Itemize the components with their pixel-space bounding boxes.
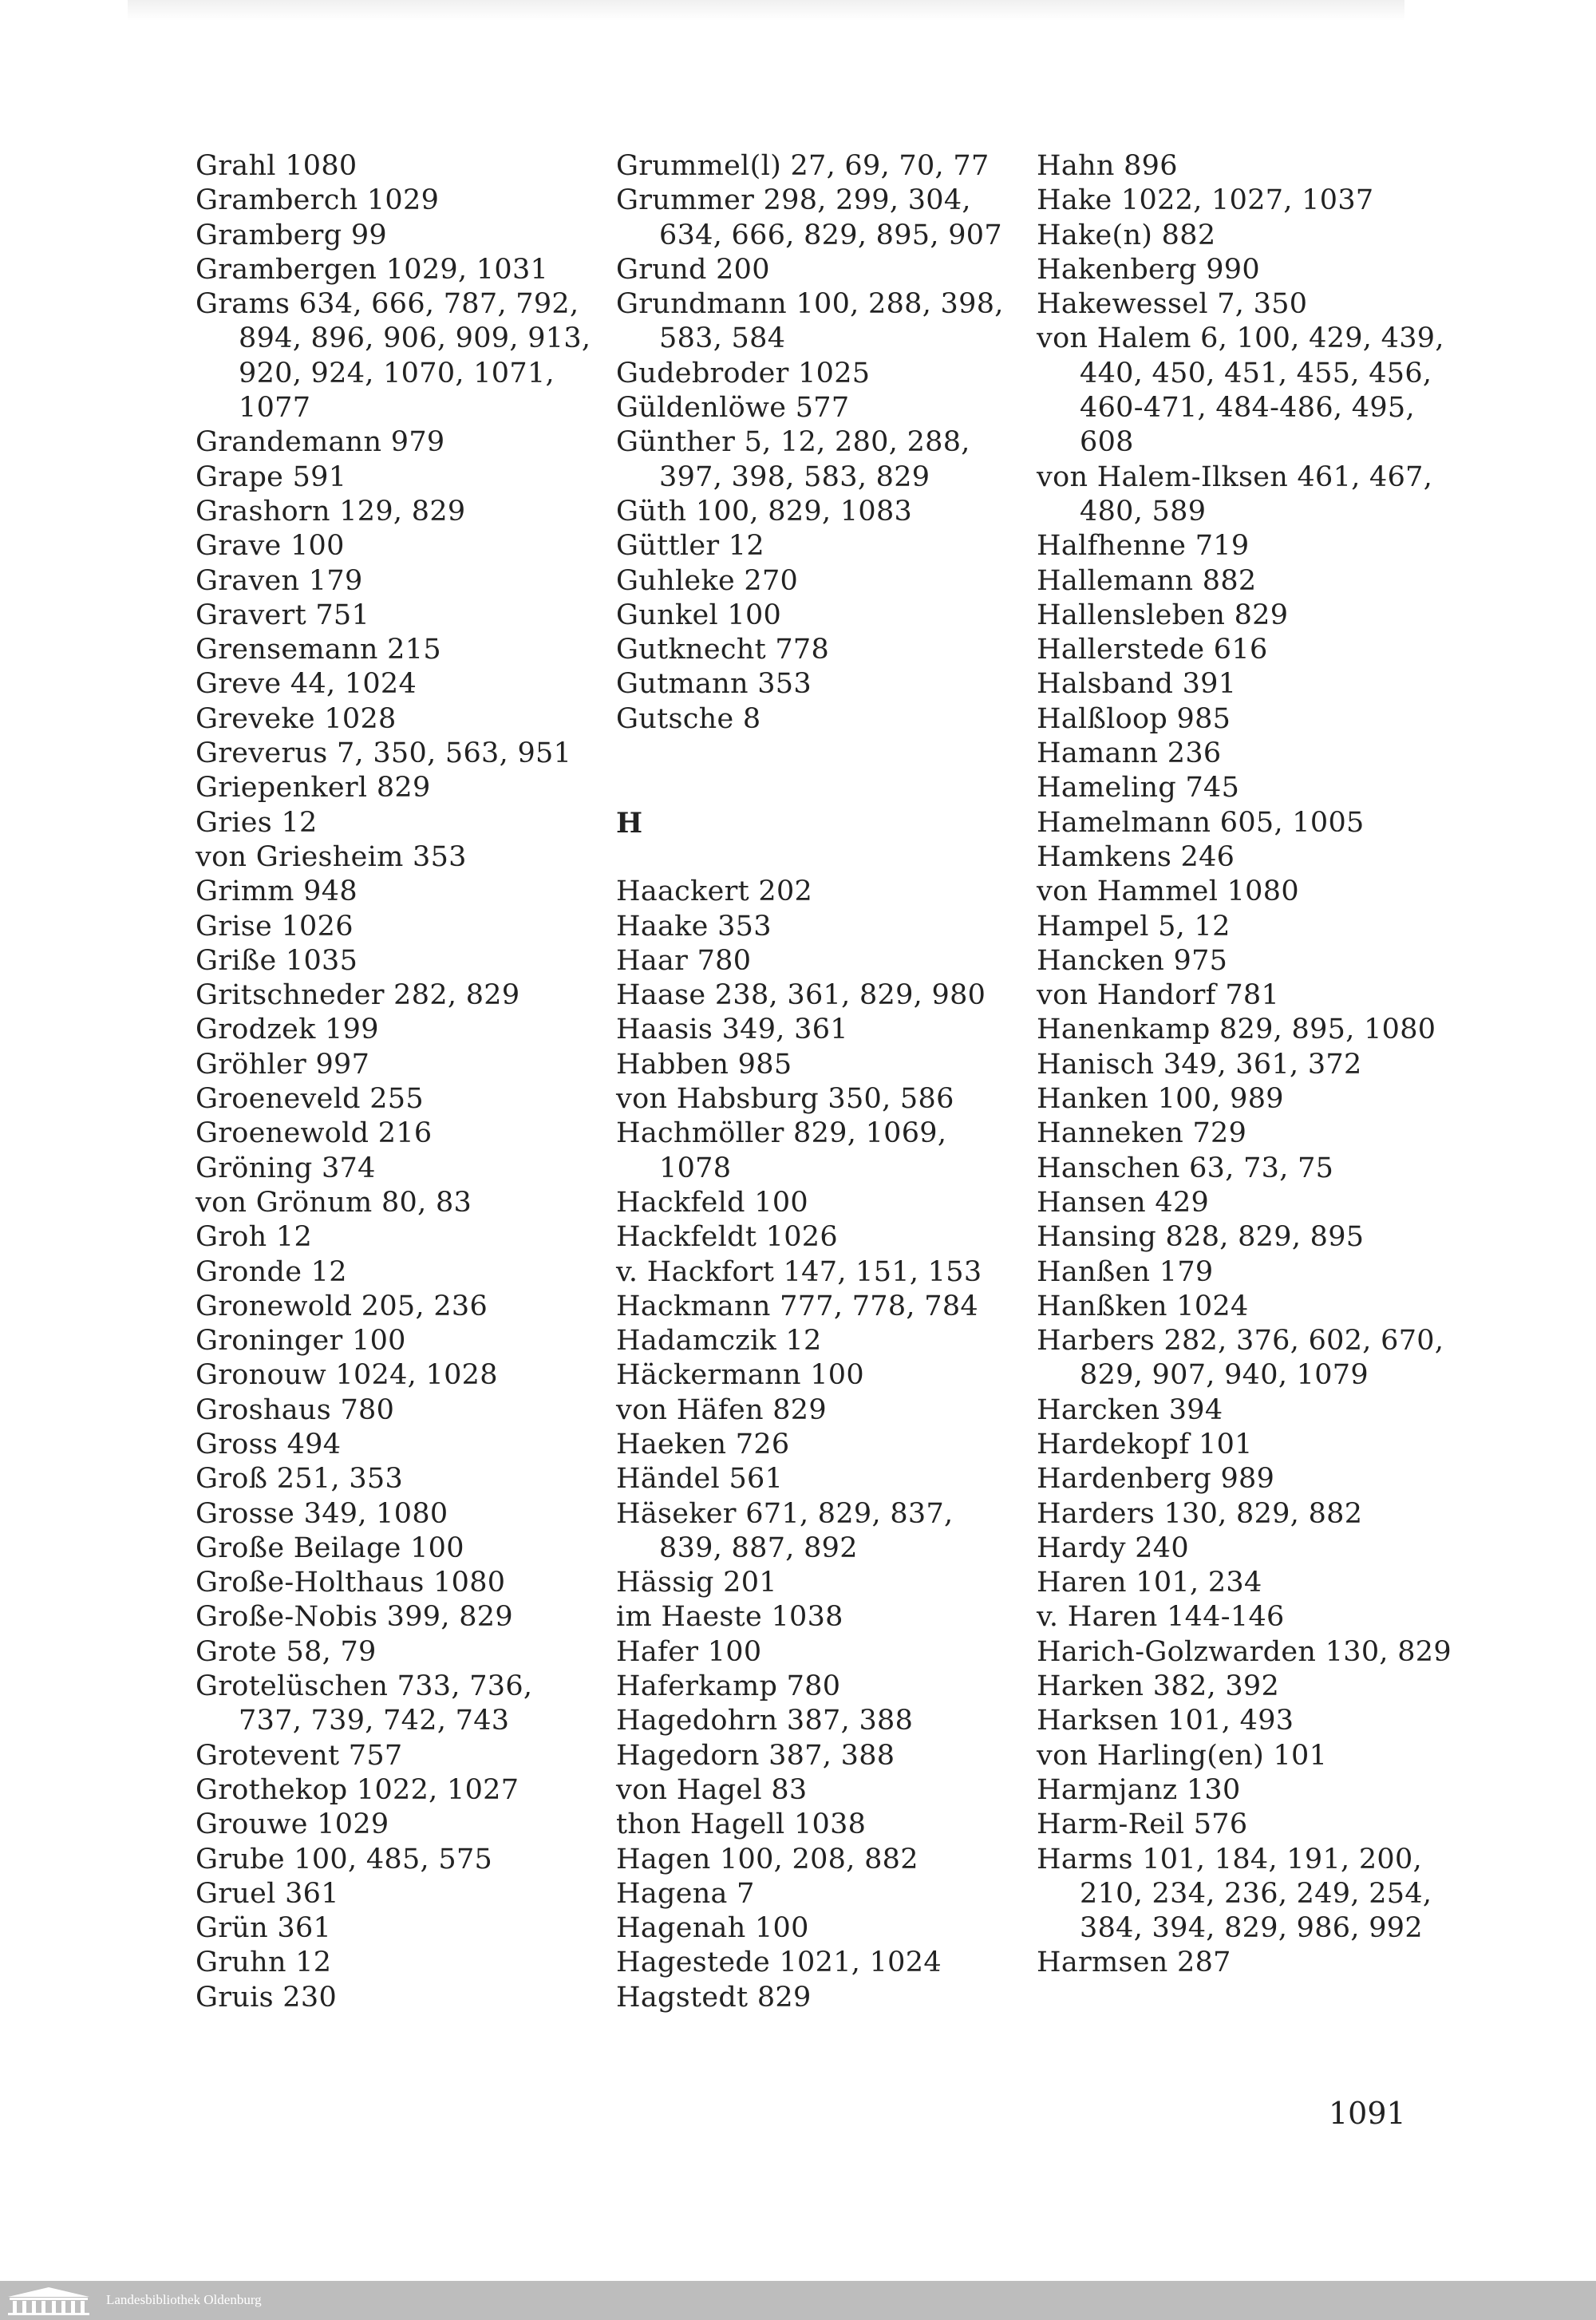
index-entry: Harders 130, 829, 882	[1037, 1497, 1363, 1530]
index-entry: Hamelmann 605, 1005	[1037, 806, 1365, 839]
index-entry: Grube 100, 485, 575	[196, 1843, 493, 1875]
index-entry: Halsband 391	[1037, 668, 1237, 701]
index-entry: Groenewold 216	[196, 1117, 433, 1150]
index-entry: Hafer 100	[616, 1635, 762, 1668]
index-entry: Grün 361	[196, 1912, 332, 1945]
index-entry: Hackfeld 100	[616, 1186, 808, 1219]
index-entry: Hagedohrn 387, 388	[616, 1705, 914, 1737]
index-entry: Groninger 100	[196, 1325, 406, 1358]
index-entry: Hanneken 729	[1037, 1117, 1247, 1150]
index-entry: Gröning 374	[196, 1152, 376, 1184]
index-entry: Gudebroder 1025	[616, 357, 871, 389]
index-entry: Hampel 5, 12	[1037, 910, 1231, 943]
index-entry: Grummer 298, 299, 304, 634, 666, 829, 895, 907	[616, 184, 1002, 251]
index-entry: Große Beilage 100	[196, 1532, 464, 1564]
index-entry: Gramberch 1029	[196, 184, 440, 217]
index-entry: Grothekop 1022, 1027	[196, 1773, 519, 1806]
spacer	[616, 771, 1015, 805]
index-entry: Hanken 100, 989	[1037, 1083, 1284, 1116]
index-entry: Haasis 349, 361	[616, 1014, 848, 1046]
index-entry: Hagestede 1021, 1024	[616, 1947, 942, 1979]
index-entry: von Häfen 829	[616, 1393, 827, 1426]
index-entry: Grashorn 129, 829	[196, 495, 466, 528]
index-entry: Große-Holthaus 1080	[196, 1567, 506, 1599]
index-entry: Grotevent 757	[196, 1739, 403, 1772]
library-name: Landesbibliothek Oldenburg	[106, 2292, 262, 2307]
index-entry: von Handorf 781	[1037, 979, 1280, 1012]
index-entry: Gronouw 1024, 1028	[196, 1359, 498, 1392]
index-entry: Gunkel 100	[616, 599, 782, 631]
index-entry: Haake 353	[616, 910, 772, 943]
index-entry: Hardy 240	[1037, 1532, 1189, 1564]
index-entry: Hanßken 1024	[1037, 1290, 1249, 1322]
index-entry: Hake 1022, 1027, 1037	[1037, 184, 1374, 217]
index-entry: Hansen 429	[1037, 1186, 1210, 1219]
index-entry: Gramberg 99	[196, 219, 387, 251]
index-column-3	[1037, 149, 1460, 1981]
index-entry: Hackmann 777, 778, 784	[616, 1290, 978, 1322]
index-entry: Grotelüschen 733, 736, 737, 739, 742, 743	[196, 1670, 533, 1737]
index-entry: Gries 12	[196, 806, 318, 839]
index-entry: Häseker 671, 829, 837, 839, 887, 892	[616, 1497, 954, 1564]
index-entry: Händel 561	[616, 1463, 784, 1496]
index-entry: Gruel 361	[196, 1877, 339, 1910]
index-entry: Grote 58, 79	[196, 1635, 377, 1668]
index-entry: von Griesheim 353	[196, 840, 467, 873]
section-heading-h: H	[616, 806, 643, 840]
index-entry: von Habsburg 350, 586	[616, 1083, 954, 1116]
index-entry: Griepenkerl 829	[196, 772, 431, 804]
index-entry: Grams 634, 666, 787, 792, 894, 896, 906, 909, 913, 920, 924, 1070, 1071, 1077	[196, 288, 591, 425]
index-entry: Hanenkamp 829, 895, 1080	[1037, 1014, 1436, 1046]
index-entry: Gronde 12	[196, 1255, 347, 1288]
index-entry: Hakewessel 7, 350	[1037, 288, 1308, 321]
index-entry: Griße 1035	[196, 944, 358, 977]
index-entry: Groh 12	[196, 1221, 313, 1254]
index-entry: Große-Nobis 399, 829	[196, 1601, 513, 1634]
index-entry: Grave 100	[196, 530, 345, 563]
index-entry: Harich-Golzwarden 130, 829	[1037, 1635, 1452, 1668]
library-building-icon	[5, 2286, 93, 2316]
index-entry: Hanschen 63, 73, 75	[1037, 1152, 1334, 1184]
index-entry: v. Hackfort 147, 151, 153	[616, 1255, 982, 1288]
index-entry: Gutknecht 778	[616, 634, 830, 666]
index-entry: von Grönum 80, 83	[196, 1186, 472, 1219]
index-entry: Hagenah 100	[616, 1912, 809, 1945]
index-column-1	[196, 149, 595, 2015]
index-entry: Grodzek 199	[196, 1014, 379, 1046]
index-entry: Güth 100, 829, 1083	[616, 495, 913, 528]
index-entry: Grensemann 215	[196, 634, 441, 666]
index-entry: Gruis 230	[196, 1981, 338, 2014]
index-entry: Grundmann 100, 288, 398, 583, 584	[616, 288, 1004, 355]
index-entry: Gronewold 205, 236	[196, 1290, 488, 1322]
index-entry: Groshaus 780	[196, 1393, 395, 1426]
index-entry: Harbers 282, 376, 602, 670, 829, 907, 940, 1079	[1037, 1325, 1444, 1392]
index-entry: von Harling(en) 101	[1037, 1739, 1328, 1772]
index-entry: Gross 494	[196, 1428, 342, 1460]
index-entry: Haferkamp 780	[616, 1670, 841, 1703]
index-entry: Hake(n) 882	[1037, 219, 1216, 251]
index-entry: Hancken 975	[1037, 944, 1228, 977]
spacer	[616, 840, 1015, 875]
index-entry: Grouwe 1029	[196, 1808, 389, 1841]
index-entry: Hahn 896	[1037, 150, 1178, 182]
index-entry: Grimm 948	[196, 875, 358, 908]
index-entry: Hameling 745	[1037, 772, 1240, 804]
index-entry: Haeken 726	[616, 1428, 790, 1460]
index-entry: Hagen 100, 208, 882	[616, 1843, 918, 1875]
index-entry: Hallerstede 616	[1037, 634, 1268, 666]
index-entry: Harms 101, 184, 191, 200, 210, 234, 236, 249, 254, 384, 394, 829, 986, 992	[1037, 1843, 1432, 1945]
index-entry: Grape 591	[196, 460, 347, 493]
index-entry: Groeneveld 255	[196, 1083, 424, 1116]
spacer	[616, 737, 1015, 771]
index-entry: von Hammel 1080	[1037, 875, 1299, 908]
index-entry: Grandemann 979	[196, 426, 445, 459]
index-entry: Grise 1026	[196, 910, 354, 943]
index-entry: Hallensleben 829	[1037, 599, 1289, 631]
index-entry: Greverus 7, 350, 563, 951	[196, 737, 572, 770]
index-entry: Haackert 202	[616, 875, 813, 908]
index-entry: Hanßen 179	[1037, 1255, 1214, 1288]
index-entry: Günther 5, 12, 280, 288, 397, 398, 583, 829	[616, 426, 970, 493]
index-entry: Grund 200	[616, 253, 770, 286]
index-entry: Häckermann 100	[616, 1359, 864, 1392]
index-entry: Grambergen 1029, 1031	[196, 253, 549, 286]
index-entry: Haar 780	[616, 944, 752, 977]
index-entry: Hadamczik 12	[616, 1325, 822, 1358]
index-entry: Harmjanz 130	[1037, 1773, 1241, 1806]
index-entry: Hagedorn 387, 388	[616, 1739, 895, 1772]
index-entry: Harken 382, 392	[1037, 1670, 1280, 1703]
index-entry: Groß 251, 353	[196, 1463, 404, 1496]
index-entry: Grummel(l) 27, 69, 70, 77	[616, 150, 990, 182]
index-entry: thon Hagell 1038	[616, 1808, 867, 1841]
index-entry: Gutsche 8	[616, 702, 761, 735]
index-entry: Grahl 1080	[196, 150, 358, 182]
index-entry: Haren 101, 234	[1037, 1567, 1262, 1599]
index-entry: Habben 985	[616, 1048, 792, 1081]
index-entry: Greveke 1028	[196, 702, 397, 735]
index-entry: Harksen 101, 493	[1037, 1705, 1294, 1737]
index-entry: von Halem-Ilksen 461, 467, 480, 589	[1037, 460, 1433, 528]
index-entry: Hässig 201	[616, 1567, 777, 1599]
index-entry: Hagstedt 829	[616, 1981, 812, 2014]
index-entry: Gruhn 12	[196, 1947, 332, 1979]
index-entry: Grosse 349, 1080	[196, 1497, 448, 1530]
index-entry: Hackfeldt 1026	[616, 1221, 838, 1254]
index-entry: Hamann 236	[1037, 737, 1222, 770]
index-entry: Güttler 12	[616, 530, 764, 563]
index-entry: Hachmöller 829, 1069, 1078	[616, 1117, 947, 1184]
page-number: 1091	[1329, 2096, 1406, 2131]
index-entry: Gröhler 997	[196, 1048, 370, 1081]
scan-top-edge	[128, 0, 1404, 21]
index-entry: Gravert 751	[196, 599, 370, 631]
index-entry: Halfhenne 719	[1037, 530, 1250, 563]
index-column-2	[616, 149, 1015, 2015]
index-entry: Greve 44, 1024	[196, 668, 417, 701]
index-entry: Hardekopf 101	[1037, 1428, 1253, 1460]
index-entry: Haase 238, 361, 829, 980	[616, 979, 986, 1012]
index-entry: Hansing 828, 829, 895	[1037, 1221, 1365, 1254]
library-footer	[0, 2281, 1596, 2320]
index-entry: Harm-Reil 576	[1037, 1808, 1248, 1841]
index-entry: Harcken 394	[1037, 1393, 1223, 1426]
index-entry: im Haeste 1038	[616, 1601, 843, 1634]
index-entry: Hallemann 882	[1037, 564, 1257, 597]
index-entry: von Hagel 83	[616, 1773, 808, 1806]
index-entry: Gutmann 353	[616, 668, 812, 701]
index-entry: Hamkens 246	[1037, 840, 1235, 873]
index-entry: von Halem 6, 100, 429, 439, 440, 450, 451, 455, 456, 460-471, 484-486, 495, 608	[1037, 322, 1444, 459]
index-entry: Halßloop 985	[1037, 702, 1231, 735]
index-entry: v. Haren 144-146	[1037, 1601, 1285, 1634]
index-entry: Hakenberg 990	[1037, 253, 1260, 286]
index-entry: Harmsen 287	[1037, 1947, 1231, 1979]
index-entry: Hagena 7	[616, 1877, 755, 1910]
index-entry: Graven 179	[196, 564, 363, 597]
index-entry: Hardenberg 989	[1037, 1463, 1275, 1496]
index-entry: Hanisch 349, 361, 372	[1037, 1048, 1362, 1081]
index-entry: Guhleke 270	[616, 564, 799, 597]
index-entry: Gritschneder 282, 829	[196, 979, 520, 1012]
index-entry: Güldenlöwe 577	[616, 392, 850, 425]
